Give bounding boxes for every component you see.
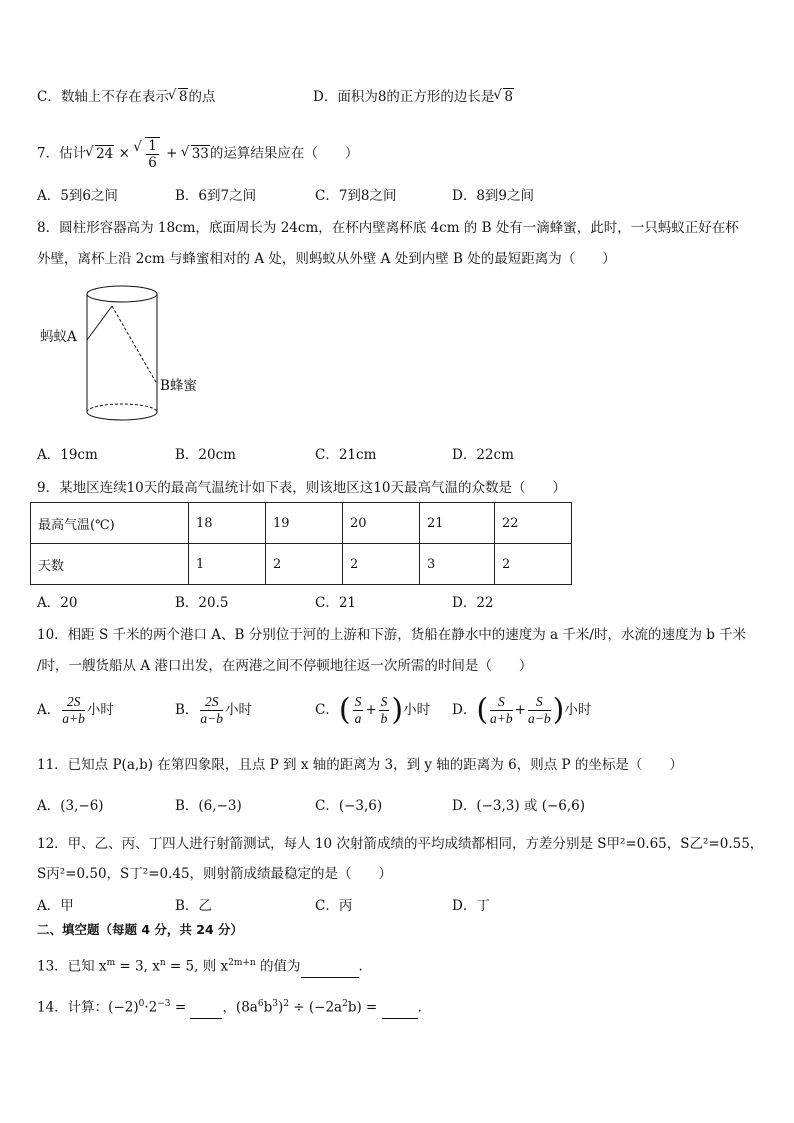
label-honey-b: B蜂蜜	[160, 378, 197, 394]
q9-stem: 9．某地区连续10天的最高气温统计如下表，则该地区这10天最高气温的众数是（ ）	[37, 480, 566, 496]
q13-sup: n	[159, 958, 166, 968]
q7-radicand-3: 33	[191, 145, 209, 162]
q7-option-d: D．8到9之间	[452, 188, 535, 204]
temperature-table	[30, 502, 572, 585]
q12-option-b: B．乙	[175, 898, 212, 914]
q6-option-c-tail: 的点	[188, 89, 216, 105]
q13-sup: 2m+n	[228, 958, 256, 968]
q7-option-c: C．7到8之间	[315, 188, 397, 204]
table-cell: 21	[420, 503, 495, 544]
q6-option-c-text: C．数轴上不存在表示	[37, 89, 169, 105]
q11-option-d: D．(−3,3) 或 (−6,6)	[452, 798, 586, 814]
sqrt-symbol	[134, 137, 162, 171]
q14-part: )	[277, 999, 284, 1016]
q14-part: ，(8a	[222, 999, 258, 1016]
table-cell: 22	[495, 503, 572, 544]
numerator: S	[528, 694, 551, 711]
q12-option-c: C．丙	[315, 898, 353, 914]
denominator: a+b	[62, 711, 85, 726]
sqrt-symbol	[86, 142, 114, 166]
q13-part: .	[358, 958, 363, 975]
q14-part: b	[263, 999, 273, 1016]
denominator: a	[354, 711, 362, 726]
q13-part: = 3, x	[115, 958, 160, 975]
q13-stem	[37, 953, 363, 978]
q9-option-a: A．20	[37, 595, 78, 611]
q7-fraction	[145, 137, 160, 171]
cylinder-figure	[80, 280, 170, 430]
table-row	[31, 544, 572, 585]
q13-part: = 5, 则 x	[165, 958, 229, 975]
answer-blank[interactable]	[382, 998, 418, 1019]
q7-frac-num: √ 1	[148, 138, 157, 154]
q11-option-b: B．(6,−3)	[175, 798, 242, 814]
q14-part: .	[417, 999, 422, 1016]
option-label: B．	[175, 702, 199, 718]
q7-option-b: B．6到7之间	[175, 188, 257, 204]
q11-option-a: A．(3,−6)	[37, 798, 104, 814]
q14-part: b) =	[347, 999, 382, 1016]
numerator: S	[380, 694, 388, 709]
q6-option-d	[313, 87, 514, 107]
label-ant-a: 蚂蚁A	[40, 329, 77, 345]
q9-option-c: C．21	[315, 595, 357, 611]
q13-sup: m	[106, 958, 116, 968]
numerator: S	[354, 694, 362, 709]
table-cell: 2	[343, 544, 420, 585]
numerator: 2S	[62, 694, 85, 711]
q14-part: ·2	[144, 999, 158, 1016]
denominator: a−b	[527, 711, 551, 726]
q9-option-b: B．20.5	[175, 595, 229, 611]
q14-sup: 3	[272, 999, 278, 1009]
q12-stem-line1: 12．甲、乙、丙、丁四人进行射箭测试，每人 10 次射箭成绩的平均成绩都相同，方差分别是 S甲²=0.65，S乙²=0.55，	[37, 836, 764, 852]
q8-stem-line1: 8．圆柱形容器高为 18cm，底面周长为 24cm，在杯内壁离杯底 4cm 的 B 处有一滴蜂蜜，此时，一只蚂蚁正好在杯	[37, 220, 739, 236]
table-header-cell: 天数	[31, 544, 189, 585]
q12-option-d: D．丁	[452, 898, 490, 914]
q8-option-b: B．20cm	[175, 447, 236, 463]
fraction	[379, 694, 390, 727]
table-cell: 3	[420, 544, 495, 585]
q10-option-c: C．( $\frac{S}{a}$ + $\frac{S}{b}$ )小时	[315, 692, 431, 728]
q10-option-a	[37, 694, 114, 727]
q6-option-c	[37, 87, 215, 107]
answer-blank[interactable]	[301, 957, 359, 978]
table-row	[31, 503, 572, 544]
q6-option-d-radicand: 8	[504, 89, 514, 105]
q7-prefix: 7．估计	[37, 145, 87, 162]
fraction	[62, 694, 85, 727]
q7-suffix: 的运算结果应在（ ）	[209, 145, 359, 162]
q13-part: 13．已知 x	[37, 958, 107, 975]
table-cell: 19	[266, 503, 343, 544]
q11-option-c: C．(−3,6)	[315, 798, 383, 814]
numerator: S	[490, 694, 513, 711]
denominator: a−b	[200, 711, 224, 726]
option-label: A．	[37, 702, 61, 718]
q13-part: 的值为	[255, 958, 301, 975]
q10-option-b	[175, 694, 252, 727]
sqrt-symbol	[169, 87, 189, 107]
numerator: 2S	[200, 694, 223, 711]
table-cell: 18	[189, 503, 266, 544]
fraction	[490, 694, 513, 727]
table-header-cell: 最高气温(℃)	[31, 503, 189, 544]
q7-option-a: A．5到6之间	[37, 188, 118, 204]
table-cell: 1	[189, 544, 266, 585]
option-label: C．	[315, 702, 339, 718]
fraction	[200, 694, 223, 727]
denominator: a+b	[490, 711, 513, 726]
unit-text: 小时	[225, 702, 253, 718]
q11-stem: 11．已知点 P(a,b) 在第四象限，且点 P 到 x 轴的距离为 3，到 y 轴的距离为 6，则点 P 的坐标是（ ）	[37, 757, 683, 773]
q9-option-d: D．22	[452, 595, 494, 611]
q14-part: ÷ (−2a	[288, 999, 343, 1016]
q8-option-d: D．22cm	[452, 447, 514, 463]
q7-radicand-1: 24	[96, 145, 114, 162]
table-cell: 2	[495, 544, 572, 585]
q6-option-d-text: D．面积为8的正方形的边长是	[313, 89, 495, 105]
sqrt-symbol	[182, 142, 210, 166]
q14-part: 14．计算：(−2)	[37, 999, 139, 1016]
q14-sup: 6	[257, 999, 264, 1009]
table-cell: 2	[266, 544, 343, 585]
q14-stem	[37, 994, 422, 1019]
unit-text: 小时	[86, 702, 114, 718]
q8-stem-line2: 外壁，离杯上沿 2cm 与蜂蜜相对的 A 处，则蚂蚁从外壁 A 处到内壁 B 处的最短距离为（ ）	[37, 251, 616, 267]
q10-option-d: D．( $\frac{S}{a+b}$ + $\frac{S}{a-b}$ )小时	[452, 692, 592, 728]
q7-stem: 7．估计√ 24 × √ $\frac{1}{6}$ + √ 33的运算结果应在（ ）	[37, 137, 358, 171]
q14-sup: −3	[157, 999, 171, 1009]
fraction	[353, 694, 364, 727]
q7-frac-den: 6	[148, 155, 157, 171]
unit-text: 小时	[564, 702, 592, 718]
fraction	[528, 694, 551, 727]
q14-sup: 0	[138, 999, 145, 1009]
q14-sup: 2	[342, 999, 348, 1009]
table-cell: 20	[343, 503, 420, 544]
option-label: D．	[452, 702, 477, 718]
sqrt-symbol	[494, 87, 514, 107]
q12-option-a: A．甲	[37, 898, 74, 914]
denominator: b	[380, 711, 388, 726]
q10-stem-line2: /时，一艘货船从 A 港口出发，在两港之间不停顿地往返一次所需的时间是（ ）	[37, 658, 533, 674]
q12-stem-line2: S丙²=0.50，S丁²=0.45，则射箭成绩最稳定的是（ ）	[37, 866, 393, 882]
q14-sup: 2	[283, 999, 289, 1009]
q8-option-a: A．19cm	[37, 447, 98, 463]
answer-blank[interactable]	[190, 998, 222, 1019]
q8-option-c: C．21cm	[315, 447, 377, 463]
q14-part: =	[170, 999, 191, 1016]
q6-option-c-radicand: 8	[178, 89, 188, 105]
q10-stem-line1: 10．相距 S 千米的两个港口 A、B 分别位于河的上游和下游，货船在静水中的速度为 a 千米/时，水流的速度为 b 千米	[37, 627, 747, 643]
section-heading: 二、填空题（每题 4 分，共 24 分）	[37, 922, 244, 937]
unit-text: 小时	[403, 702, 431, 718]
